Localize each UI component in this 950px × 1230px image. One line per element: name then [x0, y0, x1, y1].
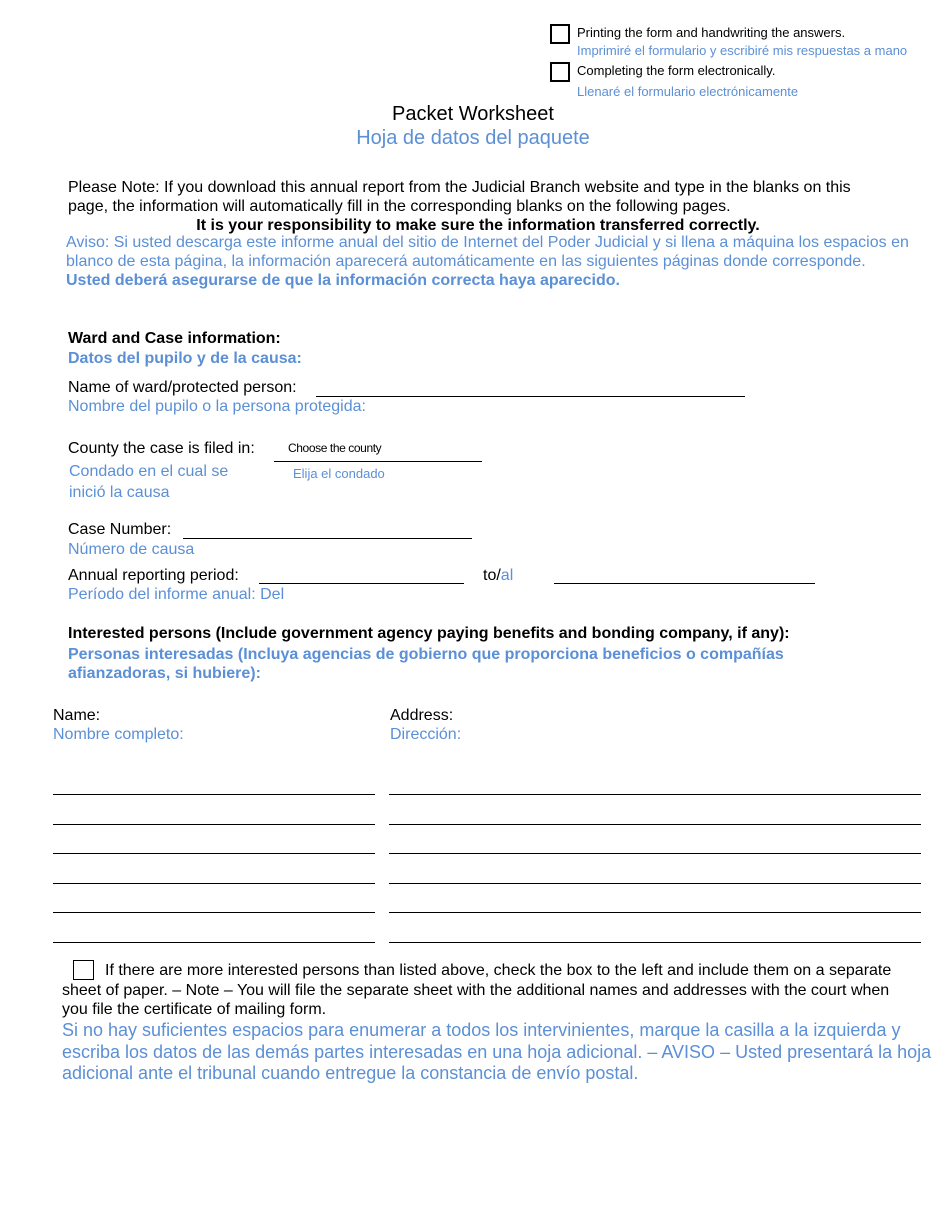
interested-address-input-3[interactable]: [389, 835, 921, 853]
case-number-label: Case Number:: [68, 521, 172, 538]
period-to-underline: [554, 583, 815, 584]
case-number-underline: [183, 538, 472, 539]
interested-heading: Interested persons (Include government agency paying benefits and bonding company, if any):: [68, 625, 790, 642]
print-option-checkbox[interactable]: [550, 24, 570, 44]
period-label-es: Período del informe anual: Del: [68, 586, 285, 603]
note-es-bold: Usted deberá asegurarse de que la información correcta haya aparecido.: [66, 272, 620, 289]
case-number-input[interactable]: [183, 520, 472, 538]
ward-name-underline: [316, 396, 745, 397]
ward-section-heading-es: Datos del pupilo y de la causa:: [68, 350, 302, 367]
electronic-option-label: Completing the form electronically.: [577, 63, 776, 78]
ward-name-label: Name of ward/protected person:: [68, 379, 297, 396]
interested-name-line-6: [53, 942, 375, 943]
ward-name-input[interactable]: [316, 378, 745, 396]
interested-name-input-5[interactable]: [53, 894, 375, 912]
interested-address-input-6[interactable]: [389, 924, 921, 942]
interested-name-input-6[interactable]: [53, 924, 375, 942]
period-to-es: al: [500, 567, 514, 584]
page-title: Packet Worksheet: [392, 103, 554, 125]
interested-address-input-1[interactable]: [389, 776, 921, 794]
interested-name-input-3[interactable]: [53, 835, 375, 853]
ward-name-label-es: Nombre del pupilo o la persona protegida:: [68, 398, 366, 415]
interested-address-line-2: [389, 824, 921, 825]
interested-address-input-4[interactable]: [389, 865, 921, 883]
print-option-label: Printing the form and handwriting the answers.: [577, 25, 846, 40]
period-from-input[interactable]: [259, 565, 464, 583]
county-label-es: Condado en el cual se inició la causa: [69, 463, 229, 501]
note-es: Aviso: Si usted descarga este informe anual del sitio de Internet del Poder Judicial y si llena a máquina los espacios en blanco de esta página, la información aparecerá automáticamente en las siguientes páginas donde corresponde.: [66, 234, 909, 270]
interested-heading-es: Personas interesadas (Incluya agencias de gobierno que proporciona beneficios o compañías afianzadoras, si hubiere):: [68, 646, 784, 682]
electronic-option-checkbox[interactable]: [550, 62, 570, 82]
name-column-label-es: Nombre completo:: [53, 726, 184, 743]
case-number-label-es: Número de causa: [68, 541, 195, 558]
period-from-underline: [259, 583, 464, 584]
interested-address-input-2[interactable]: [389, 806, 921, 824]
more-persons-text: If there are more interested persons than listed above, check the box to the left and include them on a separate sheet of paper. – Note – You will file the separate sheet with the additional names and addresses with the court when you file the certificate of mailing form.: [62, 962, 892, 1018]
county-label: County the case is filed in:: [68, 440, 255, 457]
note-text-es: [66, 233, 926, 290]
interested-name-line-4: [53, 883, 375, 884]
more-persons-text-es: Si no hay suficientes espacios para enumerar a todos los intervinientes, marque la casilla a la izquierda y escriba los datos de las demás partes interesadas en una hoja adicional. – AVISO – Usted presentará la hoja adicional ante el tribunal cuando entregue la constancia de envío postal.: [62, 1020, 932, 1083]
interested-address-line-6: [389, 942, 921, 943]
print-option-label-es: Imprimiré el formulario y escribiré mis respuestas a mano: [577, 43, 908, 58]
electronic-option-label-es: Llenaré el formulario electrónicamente: [577, 84, 799, 99]
note-en: Please Note: If you download this annual report from the Judicial Branch website and type in the blanks on this page, the information will automatically fill in the corresponding blanks on the following pages.: [68, 179, 851, 215]
period-label: Annual reporting period:: [68, 567, 239, 584]
interested-name-line-3: [53, 853, 375, 854]
interested-address-line-4: [389, 883, 921, 884]
interested-name-line-1: [53, 794, 375, 795]
period-to-label: [483, 567, 513, 585]
interested-address-line-3: [389, 853, 921, 854]
county-select-value: Choose the county: [288, 441, 382, 455]
period-to-input[interactable]: [554, 565, 815, 583]
county-select-label-es: Elija el condado: [293, 466, 385, 481]
period-to-en: to/: [483, 567, 501, 584]
page-title-es: Hoja de datos del paquete: [356, 127, 590, 149]
note-text: [68, 178, 888, 235]
interested-name-input-4[interactable]: [53, 865, 375, 883]
interested-name-line-2: [53, 824, 375, 825]
interested-name-input-2[interactable]: [53, 806, 375, 824]
interested-address-line-5: [389, 912, 921, 913]
county-select[interactable]: [274, 440, 482, 461]
name-column-label: Name:: [53, 707, 101, 724]
interested-name-input-1[interactable]: [53, 776, 375, 794]
address-column-label-es: Dirección:: [390, 726, 462, 743]
note-en-bold: It is your responsibility to make sure the information transferred correctly.: [196, 217, 760, 234]
interested-name-line-5: [53, 912, 375, 913]
address-column-label: Address:: [390, 707, 454, 724]
interested-address-input-5[interactable]: [389, 894, 921, 912]
ward-section-heading: Ward and Case information:: [68, 330, 281, 347]
interested-address-line-1: [389, 794, 921, 795]
county-underline: [274, 461, 482, 462]
